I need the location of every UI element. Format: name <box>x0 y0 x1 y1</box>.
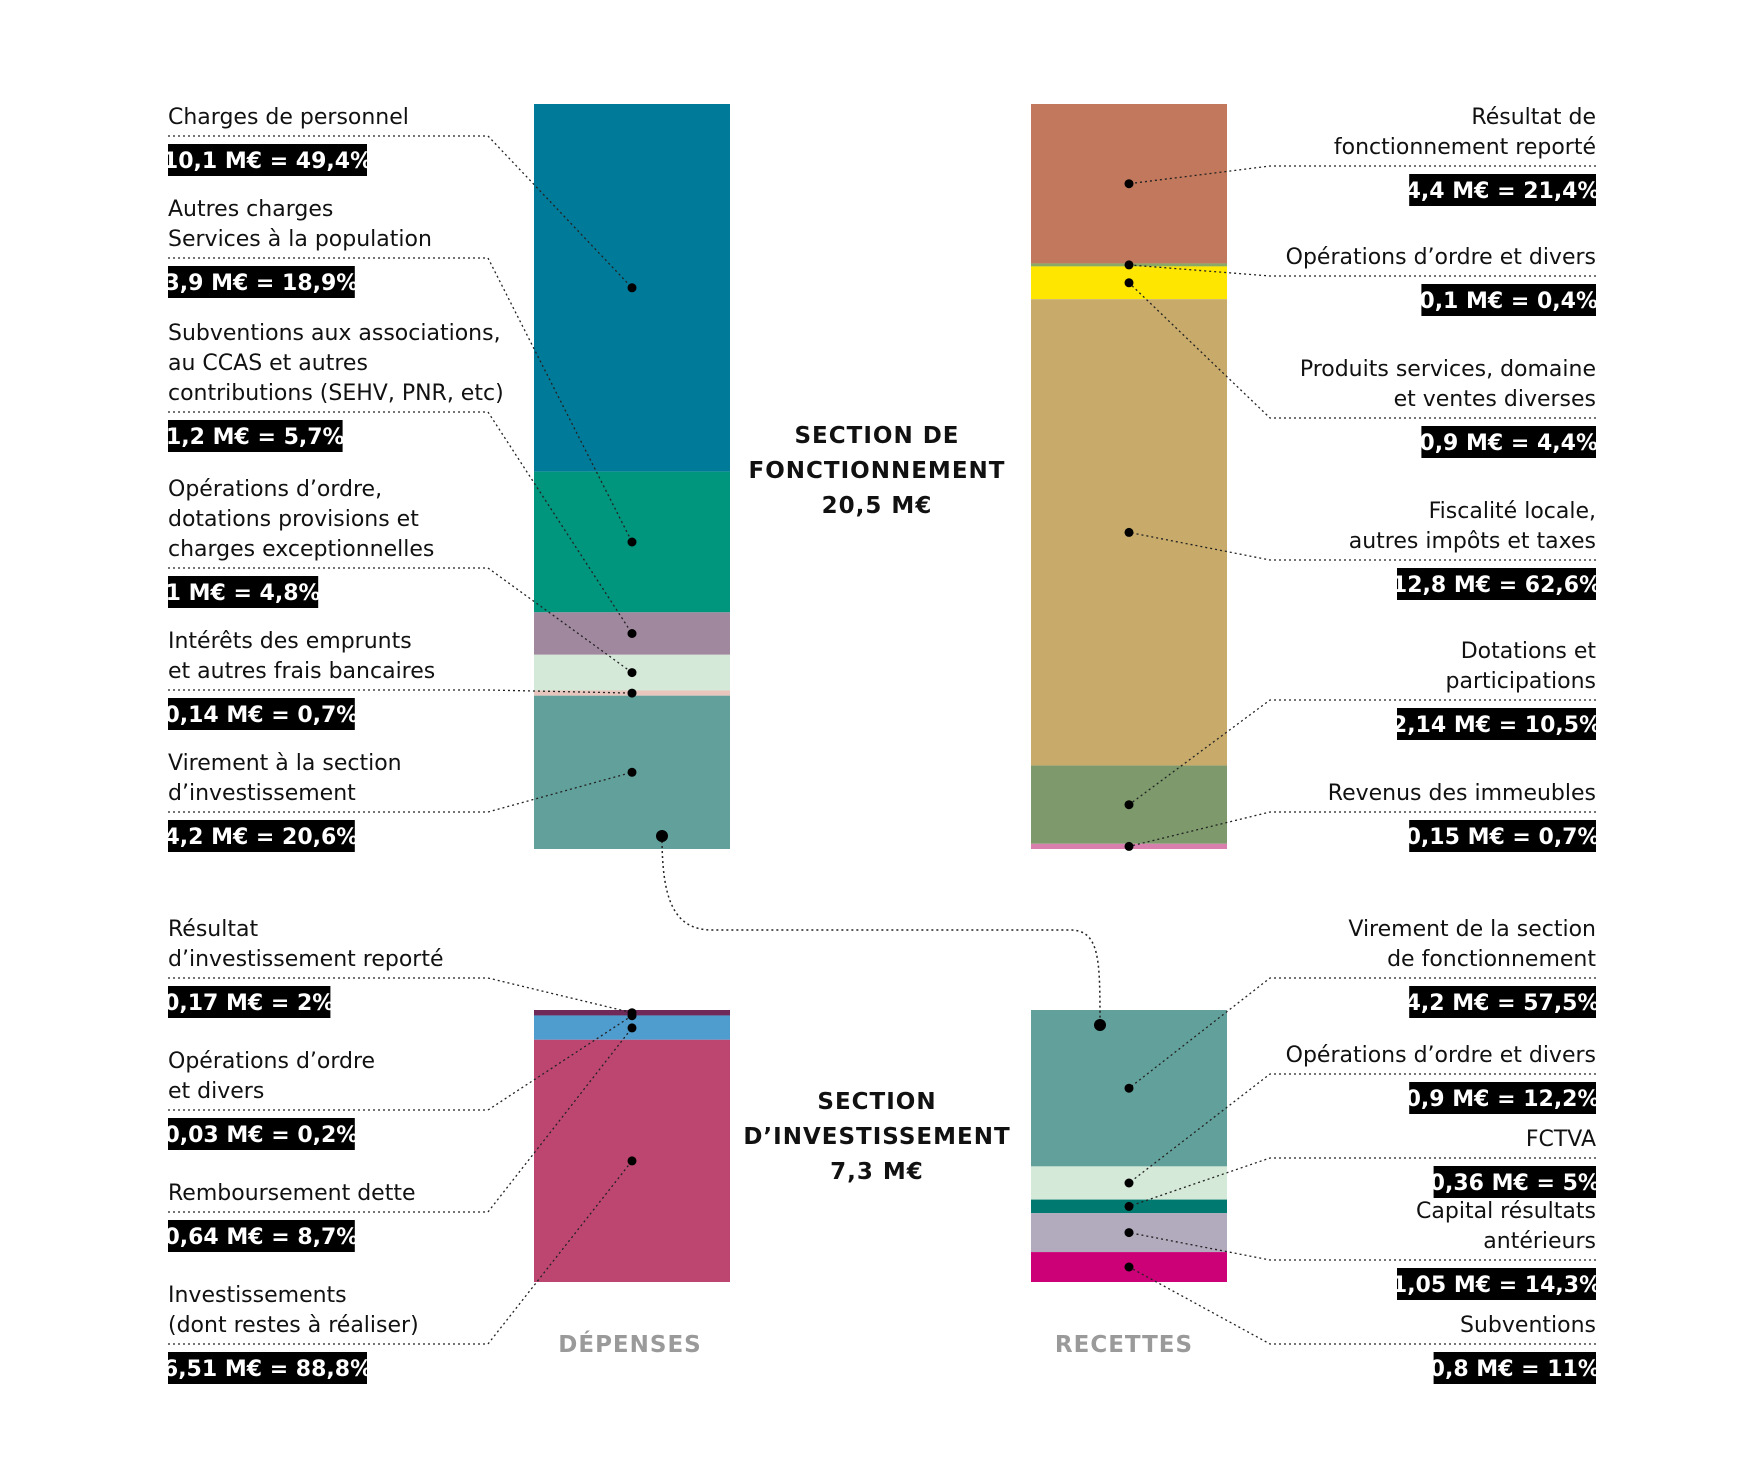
segment-label-1-2-0: Produits services, domaine <box>1299 357 1596 382</box>
segment-label-2-0-0: Résultat <box>168 917 259 942</box>
investissement-title-line-2: D’INVESTISSEMENT <box>743 1124 1011 1150</box>
leader-dot-2-1 <box>628 1011 637 1020</box>
investissement-total: 7,3 M€ <box>830 1159 924 1185</box>
segment-label-2-3-1: (dont restes à réaliser) <box>168 1313 419 1338</box>
segment-label-2-1-1: et divers <box>168 1079 265 1104</box>
leader-dot-0-1 <box>628 538 637 547</box>
segment-label-0-2-0: Subventions aux associations, <box>168 321 501 346</box>
leader-dot-3-2 <box>1125 1202 1134 1211</box>
leader-dot-0-0 <box>628 283 637 292</box>
leader-dot-0-4 <box>628 689 637 698</box>
segment-label-0-2-1: au CCAS et autres <box>168 351 368 376</box>
segment-label-0-3-1: dotations provisions et <box>168 507 419 532</box>
leader-dot-1-0 <box>1125 179 1134 188</box>
value-label-1-2: 0,9 M€ = 4,4% <box>1419 431 1599 456</box>
value-label-2-1: 0,03 M€ = 0,2% <box>164 1123 359 1148</box>
segment-label-2-0-1: d’investissement reporté <box>168 947 444 972</box>
leader-dot-1-5 <box>1125 842 1134 851</box>
connector-end-dot <box>1094 1019 1106 1031</box>
fonctionnement-total: 20,5 M€ <box>821 493 933 519</box>
leader-dot-1-1 <box>1125 260 1134 269</box>
segment-label-1-3-0: Fiscalité locale, <box>1428 499 1596 524</box>
segment-label-3-1-0: Opérations d’ordre et divers <box>1285 1043 1596 1068</box>
segment-label-1-1-0: Opérations d’ordre et divers <box>1285 245 1596 270</box>
leader-dot-0-5 <box>628 768 637 777</box>
segment-label-3-0-0: Virement de la section <box>1348 917 1596 942</box>
segment-label-1-3-1: autres impôts et taxes <box>1348 529 1596 554</box>
footer-depenses: DÉPENSES <box>558 1332 702 1358</box>
leader-dot-1-3 <box>1125 528 1134 537</box>
leader-dot-3-0 <box>1125 1084 1134 1093</box>
segment-label-0-4-1: et autres frais bancaires <box>168 659 436 684</box>
value-label-1-0: 4,4 M€ = 21,4% <box>1405 179 1600 204</box>
leader-dot-1-4 <box>1125 800 1134 809</box>
footer-recettes: RECETTES <box>1054 1332 1194 1358</box>
value-label-1-1: 0,1 M€ = 0,4% <box>1419 289 1599 314</box>
leader-dot-0-3 <box>628 668 637 677</box>
segment-label-0-3-0: Opérations d’ordre, <box>168 477 383 502</box>
segment-label-0-4-0: Intérêts des emprunts <box>168 629 412 654</box>
value-label-1-3: 12,8 M€ = 62,6% <box>1391 573 1602 598</box>
segment-label-2-1-0: Opérations d’ordre <box>168 1049 376 1074</box>
segment-label-0-3-2: charges exceptionnelles <box>168 537 435 562</box>
value-label-0-0: 10,1 M€ = 49,4% <box>162 149 373 174</box>
leader-dot-2-2 <box>628 1023 637 1032</box>
value-label-3-4: 0,8 M€ = 11% <box>1429 1357 1600 1382</box>
value-label-0-3: 1 M€ = 4,8% <box>165 581 321 606</box>
segment-label-1-0-0: Résultat de <box>1471 105 1596 130</box>
value-label-3-2: 0,36 M€ = 5% <box>1429 1171 1600 1196</box>
value-label-2-0: 0,17 M€ = 2% <box>164 991 335 1016</box>
segment-label-3-2-0: FCTVA <box>1525 1127 1596 1152</box>
segment-label-2-2-0: Remboursement dette <box>168 1181 416 1206</box>
segment-label-0-5-0: Virement à la section <box>168 751 402 776</box>
fonctionnement-title-line-2: FONCTIONNEMENT <box>748 458 1006 484</box>
value-label-0-5: 4,2 M€ = 20,6% <box>164 825 359 850</box>
segment-label-0-5-1: d’investissement <box>168 781 356 806</box>
segment-label-2-3-0: Investissements <box>168 1283 347 1308</box>
value-label-2-2: 0,64 M€ = 8,7% <box>164 1225 359 1250</box>
segment-label-3-3-0: Capital résultats <box>1416 1199 1596 1224</box>
segment-label-0-0-0: Charges de personnel <box>168 105 409 130</box>
value-label-0-2: 1,2 M€ = 5,7% <box>165 425 345 450</box>
connector-start-dot <box>656 830 668 842</box>
value-label-3-3: 1,05 M€ = 14,3% <box>1391 1273 1602 1298</box>
segment-label-3-4-0: Subventions <box>1460 1313 1596 1338</box>
leader-dot-1-2 <box>1125 278 1134 287</box>
value-label-1-5: 0,15 M€ = 0,7% <box>1405 825 1600 850</box>
segment-label-0-1-0: Autres charges <box>168 197 334 222</box>
segment-label-1-4-1: participations <box>1445 669 1596 694</box>
segment-label-0-1-1: Services à la population <box>168 227 432 252</box>
fonctionnement-title-line-1: SECTION DE <box>794 423 960 449</box>
value-label-1-4: 2,14 M€ = 10,5% <box>1391 713 1602 738</box>
value-label-0-4: 0,14 M€ = 0,7% <box>164 703 359 728</box>
value-label-3-0: 4,2 M€ = 57,5% <box>1405 991 1600 1016</box>
segment-label-1-4-0: Dotations et <box>1460 639 1596 664</box>
leader-dot-3-4 <box>1125 1263 1134 1272</box>
leader-dot-2-3 <box>628 1156 637 1165</box>
segment-label-0-2-2: contributions (SEHV, PNR, etc) <box>168 381 504 406</box>
value-label-0-1: 3,9 M€ = 18,9% <box>164 271 359 296</box>
segment-label-1-2-1: et ventes diverses <box>1393 387 1596 412</box>
value-label-3-1: 0,9 M€ = 12,2% <box>1405 1087 1600 1112</box>
virement-connector <box>662 836 1100 1025</box>
segment-label-1-5-0: Revenus des immeubles <box>1327 781 1596 806</box>
leader-dot-0-2 <box>628 629 637 638</box>
value-label-2-3: 6,51 M€ = 88,8% <box>162 1357 373 1382</box>
segment-labels-layer <box>163 105 1601 1384</box>
leader-dot-3-3 <box>1125 1228 1134 1237</box>
investissement-title-line-1: SECTION <box>817 1089 937 1115</box>
segment-label-3-3-1: antérieurs <box>1483 1229 1596 1254</box>
segment-label-1-0-1: fonctionnement reporté <box>1333 135 1596 160</box>
leader-dot-3-1 <box>1125 1179 1134 1188</box>
segment-label-3-0-1: de fonctionnement <box>1387 947 1596 972</box>
